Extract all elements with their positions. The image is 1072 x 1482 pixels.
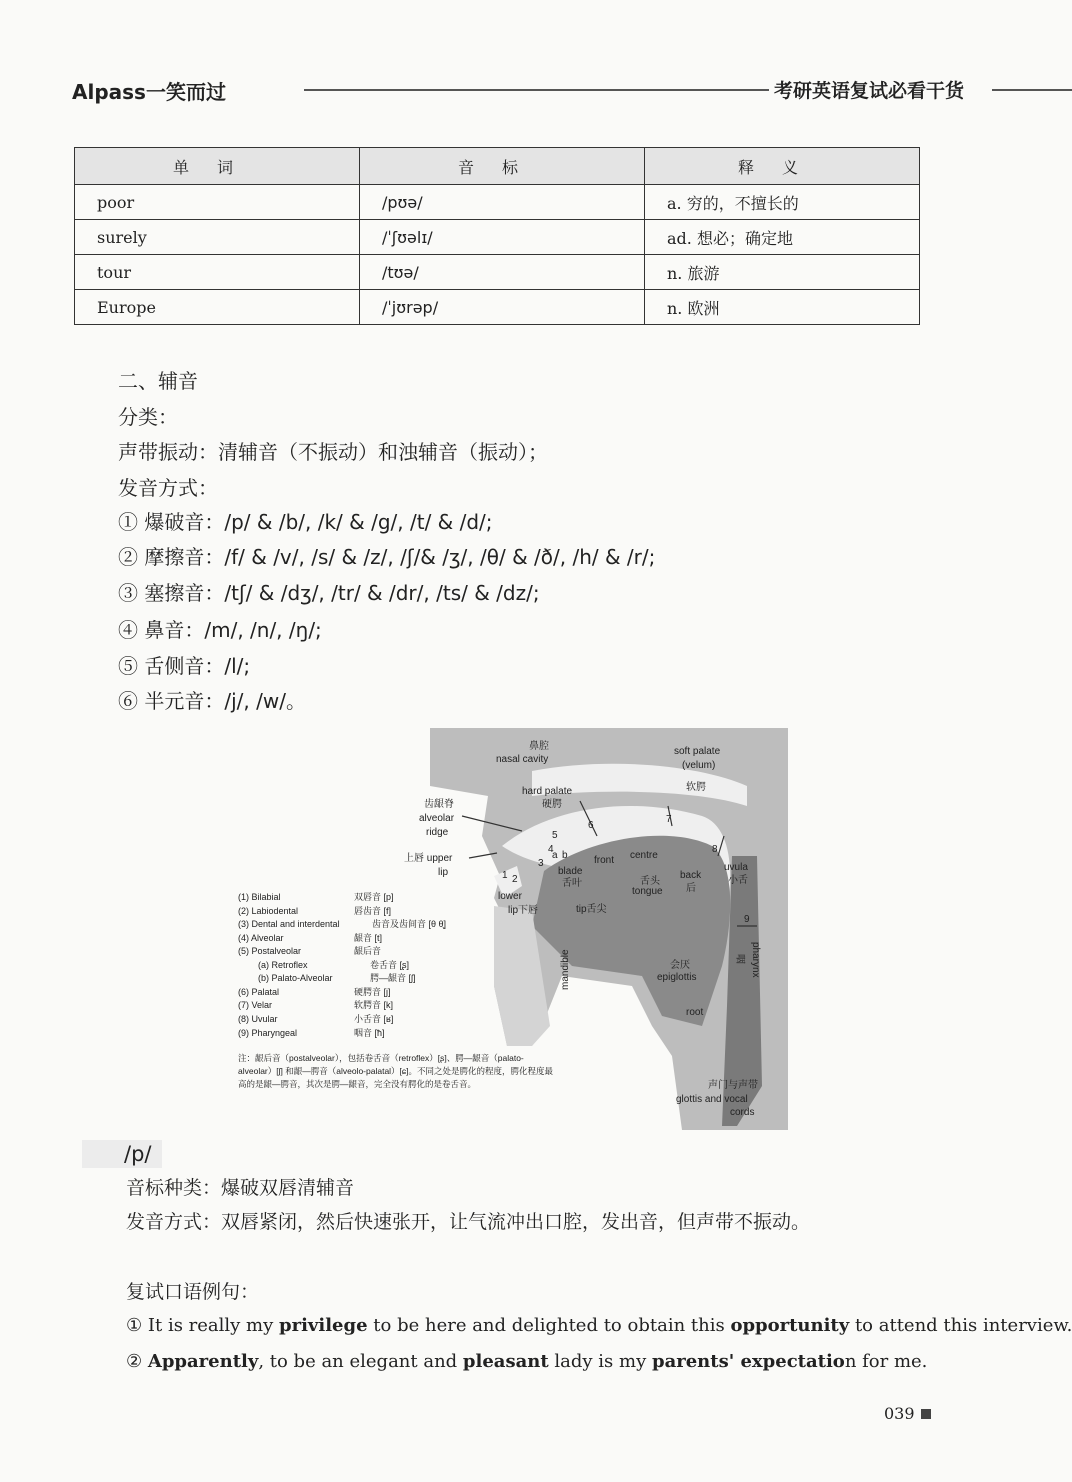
header-rule — [304, 89, 769, 91]
manner-item-ipa: /p/ & /b/, /k/ & /g/, /t/ & /d/; — [224, 510, 493, 534]
manner-item — [118, 510, 493, 534]
vocab-table — [74, 147, 920, 325]
page-number — [884, 1404, 931, 1423]
marker-b: b — [562, 850, 568, 861]
column-header-word: 单词 — [75, 148, 360, 185]
manner-item — [118, 545, 655, 569]
example-keyword: Apparently — [147, 1351, 259, 1372]
example-sentence — [126, 1350, 927, 1374]
diagram-note-line: alveolar）[ʃ] 和龈—腭音（alveolo-palatal）[ɕ]。不同之处是腭化的程度，腭化程度最 — [238, 1066, 554, 1076]
label-soft-palate: soft palate — [674, 746, 721, 757]
label-front: front — [594, 855, 615, 866]
page-number-text: 039 — [884, 1404, 915, 1423]
label-nasal-en: nasal cavity — [496, 754, 549, 765]
legend-cn: 软腭音 [k] — [354, 1000, 394, 1010]
number-9: 9 — [744, 914, 750, 925]
legend-cn: 卷舌音 [ʂ] — [370, 960, 410, 970]
example-text: , to be an elegant and — [258, 1351, 463, 1372]
legend-cn: 唇齿音 [f] — [354, 906, 392, 916]
label-back: back — [680, 870, 702, 881]
header-title: 考研英语复试必看干货 — [774, 80, 965, 102]
manner-item-label: ⑥ 半元音： — [118, 689, 225, 713]
type-value: 爆破双唇清辅音 — [221, 1177, 355, 1199]
label-back-cn: 后 — [686, 883, 696, 894]
label-upper-lip: 上唇 upper — [404, 853, 453, 864]
category-label: 分类： — [118, 405, 178, 429]
legend-cn: 咽音 [ħ] — [354, 1028, 385, 1038]
example-number: ② — [126, 1351, 143, 1372]
label-glottis: glottis and vocal — [676, 1094, 748, 1105]
phonetic-cell: /tʊə/ — [360, 255, 645, 290]
label-mandible: mandible — [560, 949, 571, 990]
manner-item — [118, 618, 322, 642]
phonetic-cell: /ˈʃʊəlɪ/ — [360, 220, 645, 255]
phoneme-heading — [82, 1140, 162, 1168]
meaning-cell: ad. 想必；确定地 — [645, 220, 920, 255]
label-velum: (velum) — [682, 760, 716, 771]
manner-item-ipa: /l/; — [224, 654, 251, 678]
number-6: 6 — [588, 820, 594, 831]
label-glottis-cn: 声门与声带 — [708, 1080, 758, 1091]
legend-en: (8) Uvular — [238, 1014, 278, 1024]
legend-cn: 齿音及齿间音 [θ θ̞] — [372, 919, 447, 929]
label-alveolar-cn: 齿龈脊 — [424, 799, 454, 810]
table-row — [75, 220, 920, 255]
label-pharynx: pharynx — [750, 942, 761, 978]
column-header-meaning: 释义 — [645, 148, 920, 185]
manner-label: 发音方式： — [118, 476, 218, 500]
legend-en: (3) Dental and interdental — [238, 919, 340, 929]
number-5: 5 — [552, 830, 558, 841]
number-2: 2 — [512, 874, 518, 885]
legend-cn: 双唇音 [p] — [354, 892, 394, 902]
phoneme-method — [126, 1210, 810, 1234]
manner-item-label: ① 爆破音： — [118, 510, 225, 534]
number-7: 7 — [666, 814, 672, 825]
section-title: 二、辅音 — [118, 369, 198, 393]
example-keyword: pleasant — [462, 1351, 549, 1372]
example-number: ① — [126, 1315, 143, 1336]
label-tip: tip舌尖 — [576, 904, 607, 915]
articulation-diagram — [232, 726, 788, 1130]
column-header-phonetic: 音标 — [360, 148, 645, 185]
legend-en: (b) Palato-Alveolar — [258, 973, 333, 983]
label-tongue-cn: 舌头 — [640, 876, 660, 887]
manner-item-ipa: /j/, /w/。 — [224, 689, 306, 713]
label-alveolar: alveolar — [419, 813, 455, 824]
legend-en: (6) Palatal — [238, 987, 280, 997]
phoneme-symbol: /p/ — [124, 1142, 152, 1166]
legend-en: (4) Alveolar — [238, 933, 284, 943]
example-sentence — [126, 1314, 1072, 1338]
word-cell: tour — [75, 255, 360, 290]
method-label: 发音方式： — [126, 1211, 222, 1233]
example-keyword: opportunity — [730, 1315, 850, 1336]
label-lip: lip — [438, 867, 449, 878]
legend-en: (a) Retroflex — [258, 960, 308, 970]
label-hard-palate: hard palate — [522, 786, 573, 797]
examples-title: 复试口语例句： — [126, 1281, 260, 1303]
header-rule-right — [992, 89, 1072, 91]
label-blade-cn: 舌叶 — [562, 878, 582, 889]
label-nasal-cn: 鼻腔 — [529, 741, 549, 752]
example-keyword: parents' expectatio — [651, 1351, 845, 1372]
manner-item — [118, 581, 540, 605]
legend-cn: 龈后音 — [354, 946, 382, 956]
example-keyword: privilege — [279, 1315, 368, 1336]
number-1: 1 — [502, 870, 508, 881]
number-8: 8 — [712, 844, 718, 855]
label-epiglottis-cn: 会厌 — [670, 960, 690, 971]
table-row — [75, 185, 920, 220]
marker-a: a — [552, 850, 558, 861]
legend-cn: 硬腭音 [j] — [354, 987, 391, 997]
example-text: to attend this interview. — [849, 1315, 1072, 1336]
page-marker — [921, 1409, 931, 1419]
example-text: to be here and delighted to obtain this — [367, 1315, 731, 1336]
example-text: lady is my — [548, 1351, 652, 1372]
number-4: 4 — [548, 844, 554, 855]
number-3: 3 — [538, 858, 544, 869]
label-lower-lip-2: lip下唇 — [508, 905, 539, 916]
word-cell: Europe — [75, 290, 360, 325]
diagram-note-line: 注：龈后音（postalveolar），包括卷舌音（retroflex）[ʂ]、腭—龈音（palato- — [238, 1053, 524, 1063]
manner-item-ipa: /tʃ/ & /dʒ/, /tr/ & /dr/, /ts/ & /dz/; — [224, 581, 540, 605]
voicing-text: 声带振动：清辅音（不振动）和浊辅音（振动）； — [118, 440, 548, 464]
meaning-cell: n. 旅游 — [645, 255, 920, 290]
label-hard-palate-cn: 硬腭 — [542, 799, 562, 810]
manner-item-label: ④ 鼻音： — [118, 618, 205, 642]
label-cords: cords — [730, 1107, 755, 1118]
method-value: 双唇紧闭，然后快速张开，让气流冲出口腔，发出音，但声带不振动。 — [221, 1211, 811, 1233]
phonetic-cell: /ˈjʊrəp/ — [360, 290, 645, 325]
word-cell: poor — [75, 185, 360, 220]
phonetic-cell: /pʊə/ — [360, 185, 645, 220]
page-header — [72, 72, 1000, 106]
manner-item — [118, 654, 250, 678]
label-epiglottis: epiglottis — [657, 972, 697, 983]
legend-en: (5) Postalveolar — [238, 946, 302, 956]
manner-item-ipa: /f/ & /v/, /s/ & /z/, /ʃ/& /ʒ/, /θ/ & /ð/, /h/ & /r/; — [224, 545, 656, 569]
label-uvula-cn: 小舌 — [728, 875, 748, 886]
table-header-row — [75, 148, 920, 185]
label-pharynx-cn: 咽 — [734, 954, 745, 964]
legend-en: (1) Bilabial — [238, 892, 281, 902]
label-root: root — [686, 1007, 704, 1018]
label-tongue: tongue — [632, 886, 663, 897]
table-row — [75, 255, 920, 290]
example-text: n for me. — [844, 1351, 928, 1372]
diagram-note-line: 高的是龈—腭音，其次是腭—龈音，完全没有腭化的是卷舌音。 — [238, 1079, 477, 1089]
label-uvula: uvula — [724, 862, 748, 873]
manner-item-label: ③ 塞擦音： — [118, 581, 225, 605]
brand-logo: Alpass一笑而过 — [72, 80, 226, 104]
meaning-cell: a. 穷的，不擅长的 — [645, 185, 920, 220]
manner-item-label: ⑤ 舌侧音： — [118, 654, 225, 678]
legend-cn: 小舌音 [ʁ] — [354, 1014, 394, 1024]
label-lower-lip: lower — [498, 891, 522, 902]
legend-en: (2) Labiodental — [238, 906, 299, 916]
legend-en: (9) Pharyngeal — [238, 1028, 298, 1038]
label-ridge: ridge — [426, 827, 449, 838]
meaning-cell: n. 欧洲 — [645, 290, 920, 325]
table-row — [75, 290, 920, 325]
label-blade: blade — [558, 866, 583, 877]
example-text: It is really my — [147, 1315, 280, 1336]
manner-item-ipa: /m/, /n/, /ŋ/; — [204, 618, 322, 642]
word-cell: surely — [75, 220, 360, 255]
phoneme-type — [126, 1176, 354, 1200]
legend-en: (7) Velar — [238, 1000, 273, 1010]
type-label: 音标种类： — [126, 1177, 222, 1199]
manner-item — [118, 689, 306, 713]
legend-cn: 龈音 [t] — [354, 933, 383, 943]
legend-cn: 腭—龈音 [ʃ] — [370, 973, 416, 983]
label-centre: centre — [630, 850, 658, 861]
label-soft-palate-cn: 软腭 — [686, 782, 706, 793]
manner-item-label: ② 摩擦音： — [118, 545, 225, 569]
